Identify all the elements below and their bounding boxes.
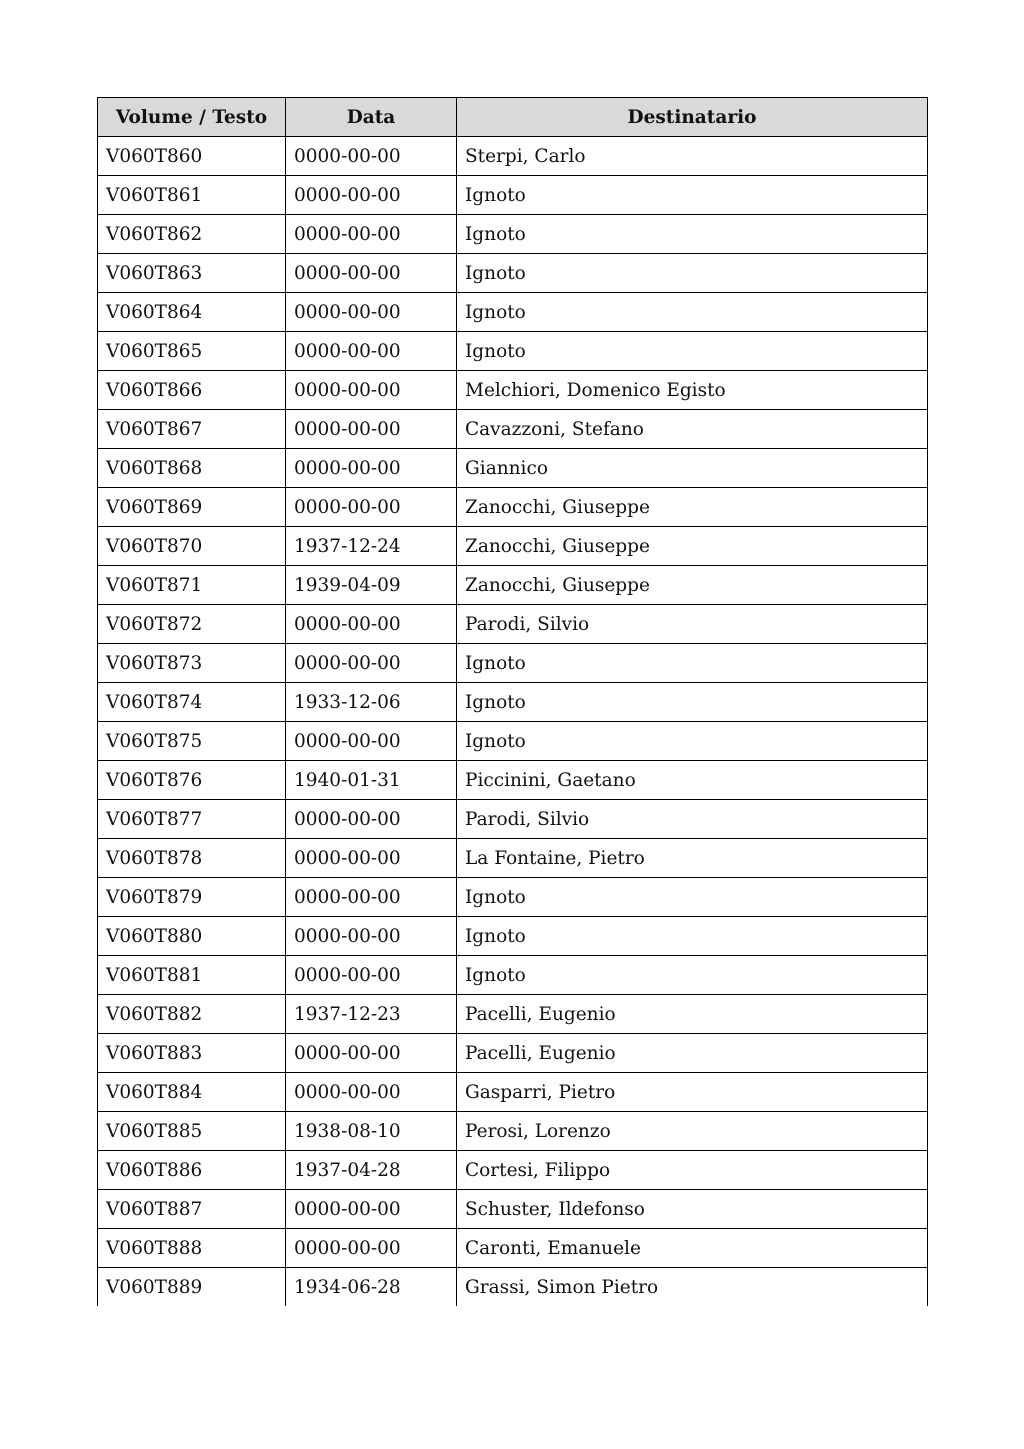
cell-date: 0000-00-00: [286, 410, 457, 449]
cell-date: 0000-00-00: [286, 1229, 457, 1268]
cell-recipient: Cavazzoni, Stefano: [457, 410, 928, 449]
cell-recipient: Zanocchi, Giuseppe: [457, 566, 928, 605]
cell-recipient: Perosi, Lorenzo: [457, 1112, 928, 1151]
cell-recipient: Piccinini, Gaetano: [457, 761, 928, 800]
table-row: [98, 605, 928, 644]
cell-date: 0000-00-00: [286, 956, 457, 995]
cell-recipient: Gasparri, Pietro: [457, 1073, 928, 1112]
cell-date: 0000-00-00: [286, 176, 457, 215]
table-row: [98, 137, 928, 176]
table-row: [98, 800, 928, 839]
cell-volume: V060T869: [98, 488, 286, 527]
table-row: [98, 995, 928, 1034]
cell-date: 0000-00-00: [286, 215, 457, 254]
cell-recipient: Sterpi, Carlo: [457, 137, 928, 176]
cell-date: 0000-00-00: [286, 1190, 457, 1229]
table-row: [98, 1268, 928, 1307]
cell-date: 0000-00-00: [286, 839, 457, 878]
cell-volume: V060T877: [98, 800, 286, 839]
table-row: [98, 293, 928, 332]
table-row: [98, 1112, 928, 1151]
table-row: [98, 722, 928, 761]
cell-volume: V060T861: [98, 176, 286, 215]
table-row: [98, 839, 928, 878]
table-row: [98, 1151, 928, 1190]
cell-date: 0000-00-00: [286, 449, 457, 488]
cell-volume: V060T878: [98, 839, 286, 878]
cell-volume: V060T886: [98, 1151, 286, 1190]
cell-date: 0000-00-00: [286, 293, 457, 332]
table-row: [98, 176, 928, 215]
table-row: [98, 254, 928, 293]
cell-volume: V060T865: [98, 332, 286, 371]
cell-date: 0000-00-00: [286, 254, 457, 293]
table-row: [98, 1229, 928, 1268]
cell-recipient: Pacelli, Eugenio: [457, 1034, 928, 1073]
cell-volume: V060T872: [98, 605, 286, 644]
table-row: [98, 644, 928, 683]
cell-recipient: Parodi, Silvio: [457, 800, 928, 839]
cell-recipient: Schuster, Ildefonso: [457, 1190, 928, 1229]
cell-volume: V060T885: [98, 1112, 286, 1151]
cell-recipient: Ignoto: [457, 683, 928, 722]
cell-recipient: Parodi, Silvio: [457, 605, 928, 644]
cell-volume: V060T876: [98, 761, 286, 800]
cell-date: 0000-00-00: [286, 800, 457, 839]
table-row: [98, 1073, 928, 1112]
cell-date: 0000-00-00: [286, 332, 457, 371]
cell-date: 0000-00-00: [286, 371, 457, 410]
cell-date: 0000-00-00: [286, 917, 457, 956]
cell-date: 1938-08-10: [286, 1112, 457, 1151]
cell-recipient: Melchiori, Domenico Egisto: [457, 371, 928, 410]
cell-date: 1939-04-09: [286, 566, 457, 605]
cell-recipient: Giannico: [457, 449, 928, 488]
cell-date: 0000-00-00: [286, 1034, 457, 1073]
cell-recipient: Ignoto: [457, 254, 928, 293]
cell-volume: V060T864: [98, 293, 286, 332]
table-row: [98, 332, 928, 371]
table-body: [98, 137, 928, 1307]
cell-recipient: Ignoto: [457, 956, 928, 995]
table-row: [98, 956, 928, 995]
cell-recipient: Ignoto: [457, 332, 928, 371]
table-header-row: [98, 98, 928, 137]
cell-volume: V060T868: [98, 449, 286, 488]
cell-recipient: La Fontaine, Pietro: [457, 839, 928, 878]
cell-volume: V060T863: [98, 254, 286, 293]
letters-table: [97, 97, 928, 1306]
cell-volume: V060T881: [98, 956, 286, 995]
cell-date: 1940-01-31: [286, 761, 457, 800]
cell-volume: V060T873: [98, 644, 286, 683]
table-row: [98, 761, 928, 800]
cell-recipient: Ignoto: [457, 878, 928, 917]
table-row: [98, 566, 928, 605]
cell-volume: V060T889: [98, 1268, 286, 1307]
table-row: [98, 215, 928, 254]
cell-recipient: Caronti, Emanuele: [457, 1229, 928, 1268]
cell-date: 0000-00-00: [286, 644, 457, 683]
cell-volume: V060T874: [98, 683, 286, 722]
table-row: [98, 1190, 928, 1229]
cell-volume: V060T888: [98, 1229, 286, 1268]
cell-volume: V060T871: [98, 566, 286, 605]
cell-volume: V060T880: [98, 917, 286, 956]
cell-date: 0000-00-00: [286, 878, 457, 917]
cell-recipient: Ignoto: [457, 917, 928, 956]
cell-recipient: Zanocchi, Giuseppe: [457, 488, 928, 527]
cell-volume: V060T883: [98, 1034, 286, 1073]
cell-date: 1933-12-06: [286, 683, 457, 722]
table-row: [98, 410, 928, 449]
cell-date: 0000-00-00: [286, 488, 457, 527]
cell-volume: V060T887: [98, 1190, 286, 1229]
table-row: [98, 683, 928, 722]
cell-date: 0000-00-00: [286, 605, 457, 644]
cell-date: 0000-00-00: [286, 1073, 457, 1112]
table-row: [98, 527, 928, 566]
cell-recipient: Grassi, Simon Pietro: [457, 1268, 928, 1307]
cell-volume: V060T882: [98, 995, 286, 1034]
cell-recipient: Zanocchi, Giuseppe: [457, 527, 928, 566]
cell-date: 0000-00-00: [286, 722, 457, 761]
column-header-volume: Volume / Testo: [98, 98, 286, 137]
cell-volume: V060T879: [98, 878, 286, 917]
cell-volume: V060T875: [98, 722, 286, 761]
cell-date: 1934-06-28: [286, 1268, 457, 1307]
cell-volume: V060T867: [98, 410, 286, 449]
table-row: [98, 878, 928, 917]
cell-date: 0000-00-00: [286, 137, 457, 176]
cell-volume: V060T860: [98, 137, 286, 176]
table-row: [98, 371, 928, 410]
cell-recipient: Ignoto: [457, 293, 928, 332]
cell-volume: V060T870: [98, 527, 286, 566]
cell-recipient: Ignoto: [457, 176, 928, 215]
cell-volume: V060T866: [98, 371, 286, 410]
cell-volume: V060T862: [98, 215, 286, 254]
cell-date: 1937-12-23: [286, 995, 457, 1034]
table-row: [98, 917, 928, 956]
table-row: [98, 1034, 928, 1073]
cell-recipient: Ignoto: [457, 644, 928, 683]
cell-recipient: Ignoto: [457, 722, 928, 761]
cell-recipient: Ignoto: [457, 215, 928, 254]
table-row: [98, 488, 928, 527]
cell-date: 1937-12-24: [286, 527, 457, 566]
cell-recipient: Cortesi, Filippo: [457, 1151, 928, 1190]
column-header-recipient: Destinatario: [457, 98, 928, 137]
cell-volume: V060T884: [98, 1073, 286, 1112]
table-row: [98, 449, 928, 488]
cell-recipient: Pacelli, Eugenio: [457, 995, 928, 1034]
column-header-date: Data: [286, 98, 457, 137]
cell-date: 1937-04-28: [286, 1151, 457, 1190]
